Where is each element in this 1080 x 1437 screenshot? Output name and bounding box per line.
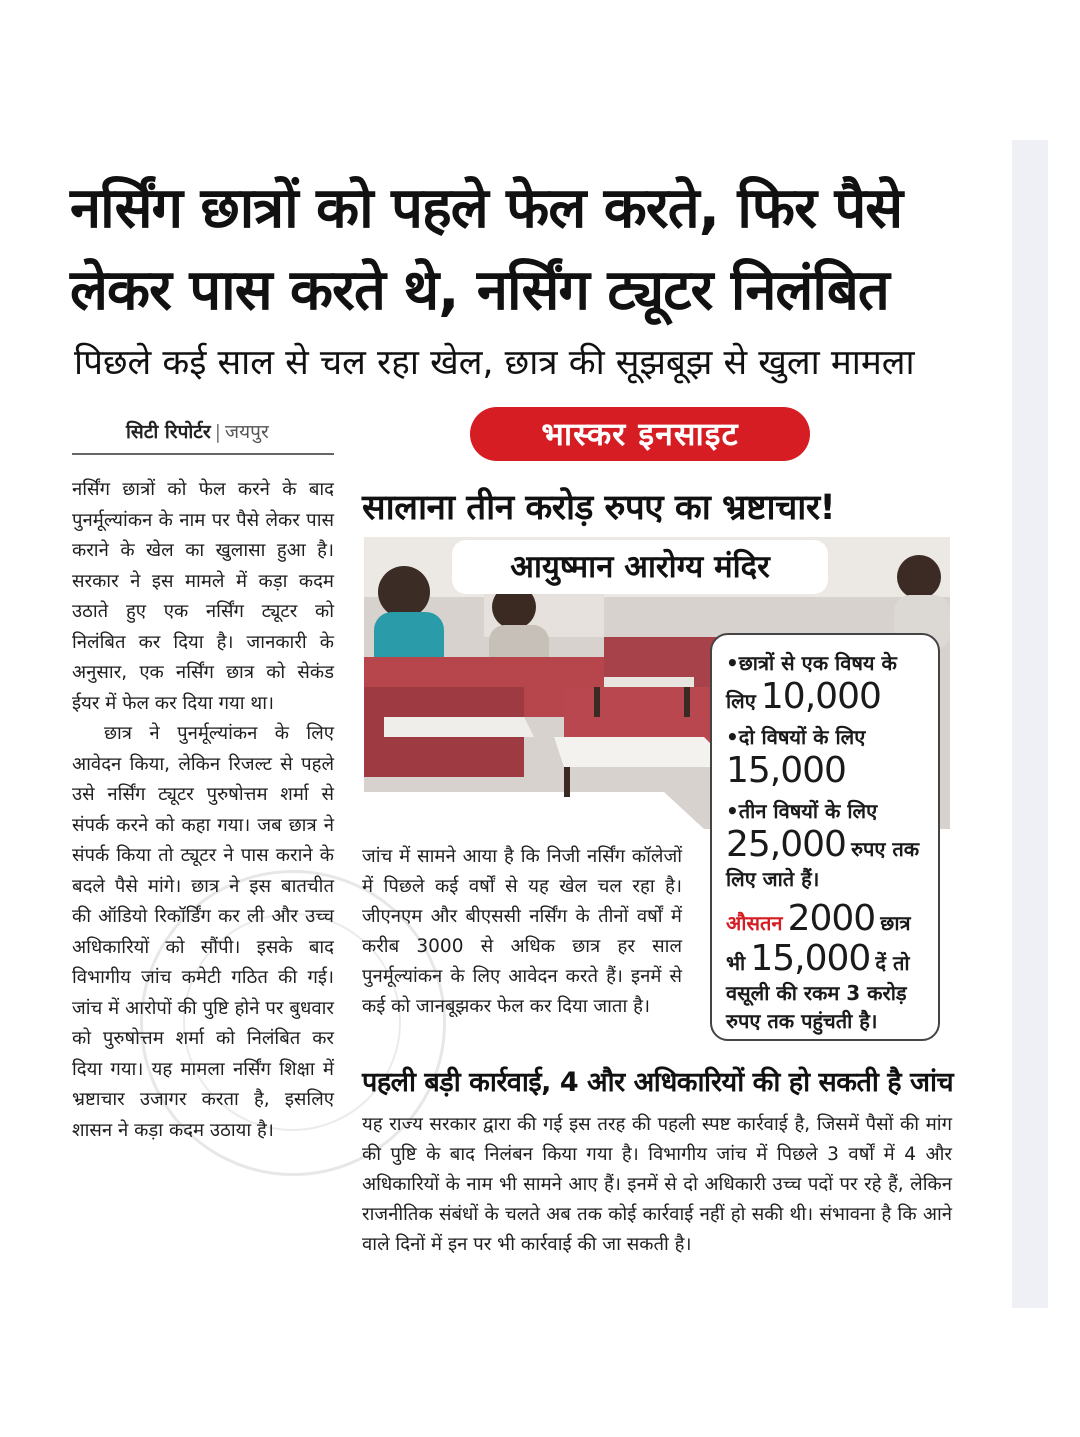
- fact-line-3: •दो विषयों के लिए: [726, 725, 866, 749]
- fact-line-11: रुपए तक पहुंचती है।: [726, 1009, 878, 1033]
- article-column-3: यह राज्य सरकार द्वारा की गई इस तरह की पहली स्पष्ट कार्रवाई है, जिसमें पैसों की मांग की पुष्टि के बाद निलंबन किया गया है। विभागीय जांच में पिछले 3 वर्षों में 4 और अधिकारियों के नाम भी सामने आए हैं। इनमें से दो अधिकारी उच्च पदों पर रहे हैं, लेकिन राजनीतिक संबंधों के चलते अब तक कोई कार्रवाई नहीं हो सकी थी। संभावना है कि आने वाले दिनों में इन पर भी कार्रवाई की जा सकती है।: [362, 1114, 952, 1255]
- section-title-corruption: सालाना तीन करोड़ रुपए का भ्रष्टाचार!: [362, 488, 836, 528]
- fact-amount-two-subjects: 15,000: [726, 750, 846, 791]
- fact-line-7: लिए जाते हैं।: [726, 867, 820, 891]
- paragraph-2: छात्र ने पुनर्मूल्यांकन के लिए आवेदन किया, लेकिन रिजल्ट से पहले उसे नर्सिंग ट्यूटर पुरुषोत्तम शर्मा से संपर्क करने को कहा गया। जब छात्र ने संपर्क किया तो ट्यूटर ने पास कराने के बदले पैसे मांगे। छात्र ने इस बातचीत की ऑडियो रिकॉर्डिंग कर ली और उच्च अधिकारियों को सौंपी। इसके बाद विभागीय जांच कमेटी गठित की गई। जांच में आरोपों की पुष्टि होने पर बुधवार को पुरुषोत्तम शर्मा को निलंबित कर दिया गया। यह मामला नर्सिंग शिक्षा में भ्रष्टाचार उजागर करता है, इसलिए शासन ने कड़ा कदम उठाया है।: [72, 723, 334, 1141]
- fact-amount-one-subject: 10,000: [760, 676, 881, 717]
- headline: नर्सिंग छात्रों को पहले फेल करते, फिर पैसे लेकर पास करते थे, नर्सिंग ट्यूटर निलंबित: [70, 176, 903, 323]
- paragraph-1: नर्सिंग छात्रों को फेल करने के बाद पुनर्मूल्यांकन के नाम पर पैसे लेकर पास कराने के खेल का खुलासा हुआ है। सरकार ने इस मामले में कड़ा कदम उठाते हुए एक नर्सिंग ट्यूटर को निलंबित कर दिया है। जानकारी के अनुसार, एक नर्सिंग छात्र को सेकंड ईयर में फेल कर दिया गया था।: [72, 479, 334, 714]
- dateline-city: जयपुर: [225, 421, 269, 443]
- fact-line-1: •छात्रों से एक विषय के: [726, 651, 897, 675]
- fact-line-10: वसूली की रकम 3 करोड़: [726, 981, 907, 1005]
- byline-separator: |: [214, 421, 222, 443]
- article-column-1: [72, 475, 334, 1146]
- fact-average-label: औसतन: [726, 911, 783, 935]
- fact-line-2-prefix: लिए: [726, 689, 756, 713]
- fact-line-8-suffix: छात्र: [880, 911, 911, 935]
- fact-line-9-prefix: भी: [726, 951, 746, 975]
- fact-student-count: 2000: [787, 898, 876, 939]
- reporter-name: सिटी रिपोर्टर: [126, 421, 211, 443]
- fact-amount-three-subjects: 25,000: [726, 824, 846, 865]
- insight-badge: भास्कर इनसाइट: [470, 407, 810, 461]
- right-edge-strip: [1012, 140, 1048, 1308]
- fact-amount-per-student: 15,000: [750, 938, 871, 979]
- column-rule: [72, 453, 334, 455]
- byline: [126, 418, 269, 444]
- fact-box: [710, 633, 940, 1041]
- article-column-2: जांच में सामने आया है कि निजी नर्सिंग कॉलेजों में पिछले कई वर्षों से यह खेल चल रहा है। जीएनएम और बीएससी नर्सिंग के तीनों वर्षों में करीब 3000 से अधिक छात्र हर साल पुनर्मूल्यांकन के लिए आवेदन करते हैं। इनमें से कई को जानबूझकर फेल कर दिया जाता है।: [362, 846, 682, 1017]
- fact-line-9-suffix: दें तो: [875, 951, 910, 975]
- fact-line-6-suffix: रुपए तक: [851, 837, 920, 861]
- subheadline: पिछले कई साल से चल रहा खेल, छात्र की सूझबूझ से खुला मामला: [74, 343, 915, 383]
- photo-caption-label: आयुष्मान आरोग्य मंदिर: [452, 540, 828, 594]
- fact-line-5: •तीन विषयों के लिए: [726, 799, 878, 823]
- section-title-action: पहली बड़ी कार्रवाई, 4 और अधिकारियों की हो सकती है जांच: [362, 1067, 954, 1098]
